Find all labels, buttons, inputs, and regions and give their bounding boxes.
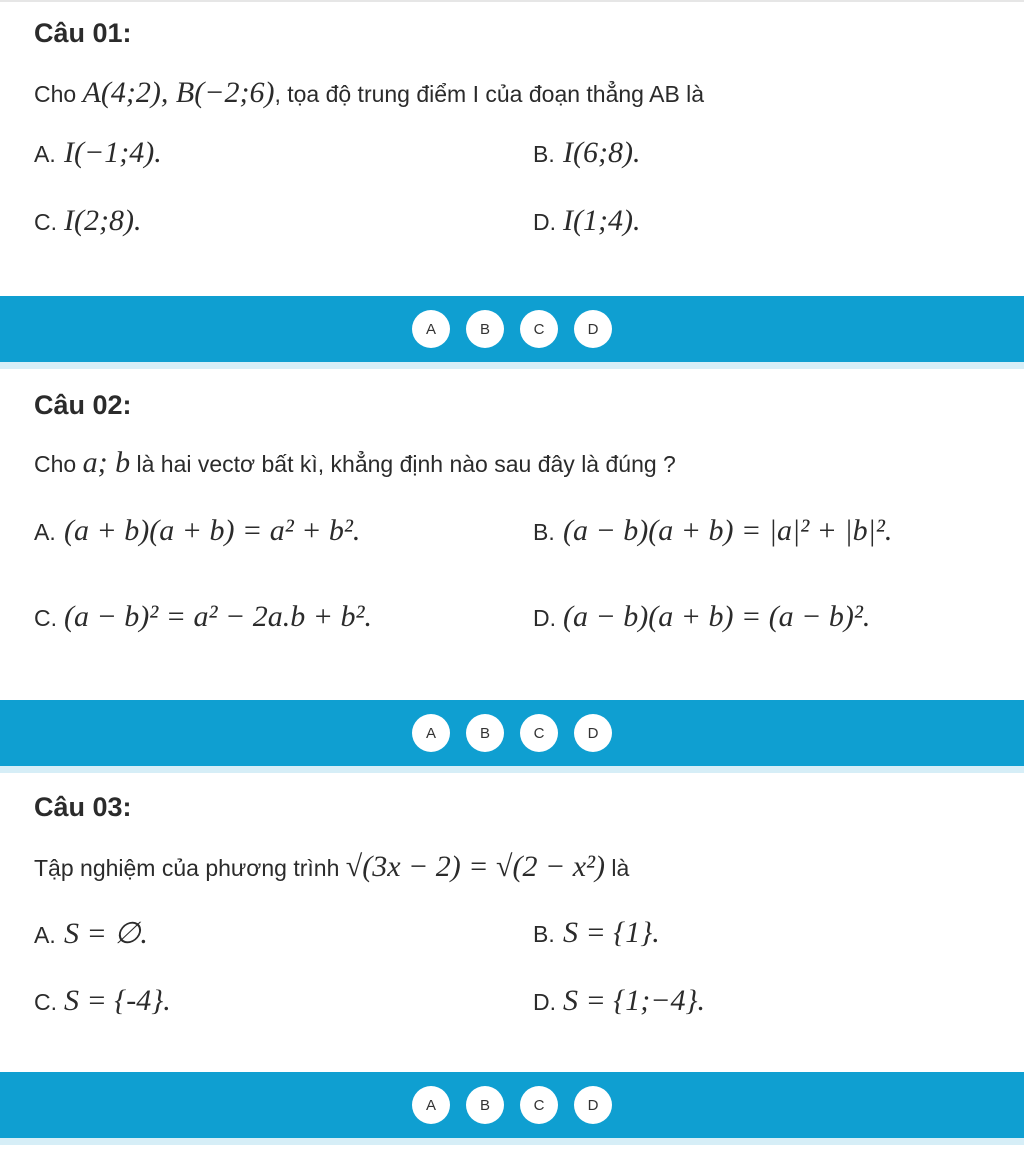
section-separator — [0, 1138, 1024, 1145]
stem-prefix: Cho — [34, 81, 77, 107]
top-divider — [0, 0, 1024, 2]
option-b — [533, 136, 640, 170]
answer-button-a[interactable]: A — [412, 310, 450, 348]
option-b — [533, 916, 660, 950]
question-stem — [34, 446, 676, 480]
answer-button-b[interactable]: B — [466, 310, 504, 348]
question-stem — [34, 76, 704, 110]
option-label: D. — [533, 605, 556, 631]
stem-math: A(4;2), B(−2;6) — [82, 76, 275, 109]
answer-bar-1 — [0, 296, 1024, 362]
answer-button-d[interactable]: D — [574, 1086, 612, 1124]
option-label: C. — [34, 605, 57, 631]
stem-prefix: Tập nghiệm của phương trình — [34, 855, 340, 881]
option-text: S = {-4}. — [64, 984, 171, 1017]
answer-button-d[interactable]: D — [574, 714, 612, 752]
option-a — [34, 514, 360, 548]
answer-button-b[interactable]: B — [466, 714, 504, 752]
option-a — [34, 136, 162, 170]
option-label: B. — [533, 921, 555, 947]
stem-math: √(3x − 2) = √(2 − x²) — [345, 850, 606, 883]
option-label: D. — [533, 209, 556, 235]
question-title: Câu 01: — [34, 18, 132, 48]
option-text: I(−1;4). — [64, 136, 162, 169]
option-text: S = {1;−4}. — [563, 984, 705, 1017]
option-text: I(6;8). — [563, 136, 641, 169]
option-label: A. — [34, 922, 56, 948]
answer-button-a[interactable]: A — [412, 1086, 450, 1124]
answer-button-c[interactable]: C — [520, 714, 558, 752]
option-text: (a − b)² = a² − 2a.b + b². — [64, 600, 372, 633]
answer-bar-2 — [0, 700, 1024, 766]
option-text: (a + b)(a + b) = a² + b². — [64, 514, 361, 547]
answer-button-c[interactable]: C — [520, 310, 558, 348]
option-c — [34, 984, 171, 1018]
option-text: S = {1}. — [563, 916, 660, 949]
question-stem — [34, 850, 629, 884]
option-label: C. — [34, 209, 57, 235]
section-separator — [0, 362, 1024, 369]
option-text: I(2;8). — [64, 204, 142, 237]
option-label: D. — [533, 989, 556, 1015]
stem-suffix: là — [611, 855, 630, 881]
stem-math: a; b — [82, 446, 131, 479]
option-b — [533, 514, 892, 548]
option-text: (a − b)(a + b) = (a − b)². — [563, 600, 871, 633]
section-separator — [0, 766, 1024, 773]
option-label: C. — [34, 989, 57, 1015]
option-d — [533, 984, 705, 1018]
stem-suffix: là hai vectơ bất kì, khẳng định nào sau đây là đúng ? — [136, 451, 676, 477]
answer-button-d[interactable]: D — [574, 310, 612, 348]
option-c — [34, 204, 141, 238]
question-title: Câu 03: — [34, 792, 132, 822]
option-d — [533, 600, 870, 634]
option-label: B. — [533, 141, 555, 167]
option-a — [34, 916, 148, 951]
option-text: I(1;4). — [563, 204, 641, 237]
answer-button-a[interactable]: A — [412, 714, 450, 752]
option-label: A. — [34, 519, 56, 545]
answer-button-c[interactable]: C — [520, 1086, 558, 1124]
answer-bar-3 — [0, 1072, 1024, 1138]
option-text: (a − b)(a + b) = |a|² + |b|². — [563, 514, 893, 547]
stem-suffix: , tọa độ trung điểm I của đoạn thẳng AB là — [274, 81, 705, 107]
option-d — [533, 204, 640, 238]
option-label: B. — [533, 519, 555, 545]
option-c — [34, 600, 372, 634]
question-title: Câu 02: — [34, 390, 132, 420]
option-label: A. — [34, 141, 56, 167]
stem-prefix: Cho — [34, 451, 77, 477]
answer-button-b[interactable]: B — [466, 1086, 504, 1124]
option-text: S = ∅. — [64, 917, 148, 950]
